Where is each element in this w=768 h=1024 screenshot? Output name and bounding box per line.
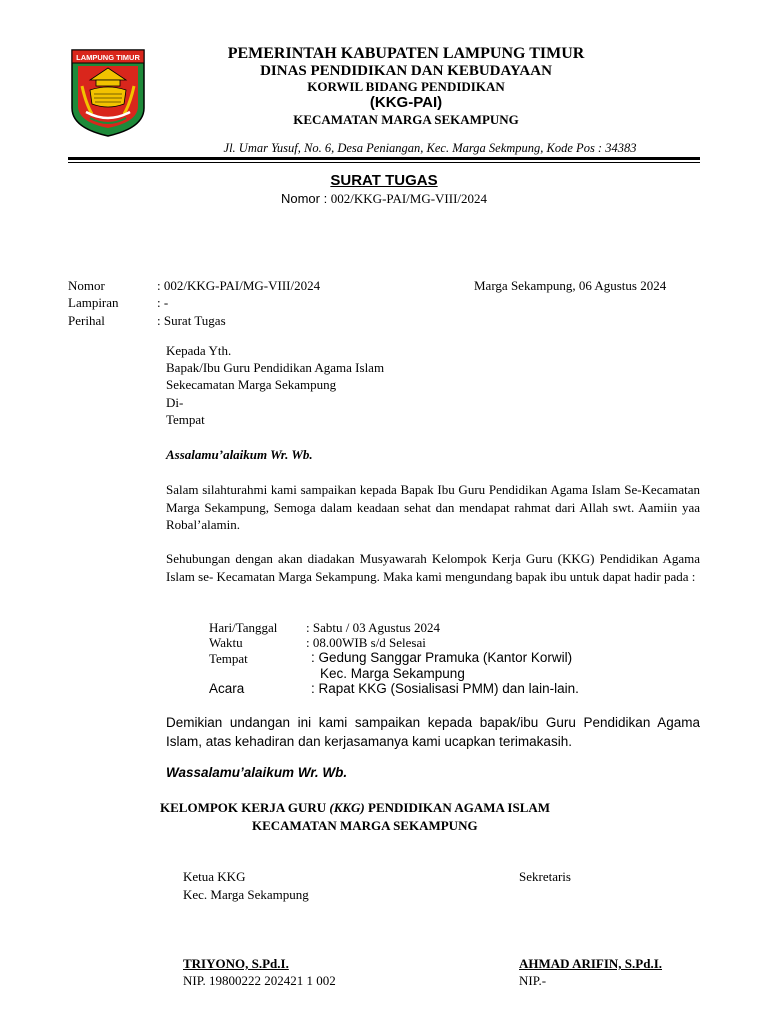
schedule-place-label: Tempat	[209, 651, 248, 666]
schedule-time-label: Waktu	[209, 635, 243, 650]
signature-left-name: TRIYONO, S.Pd.I.	[183, 956, 289, 971]
organization-line-1	[160, 800, 550, 816]
header-district: KECAMATAN MARGA SEKAMPUNG	[293, 112, 519, 127]
document-number	[0, 191, 768, 207]
opening-greeting: Assalamu’alaikum Wr. Wb.	[166, 447, 313, 462]
paragraph-invitation: Sehubungan dengan akan diadakan Musyawarah Kelompok Kerja Guru (KKG) Pendidikan Agama Islam se- Kecamatan Marga Sekampung. Maka kami mengundang bapak ibu untuk dapat hadir pada :	[166, 551, 700, 584]
recipient-line-3: Sekecamatan Marga Sekampung	[166, 377, 337, 392]
organization-line-1-c: PENDIDIKAN AGAMA ISLAM	[364, 800, 551, 815]
signature-left-unit: Kec. Marga Sekampung	[183, 887, 309, 902]
signature-right-name: AHMAD ARIFIN, S.Pd.I.	[519, 956, 663, 971]
meta-perihal-value: : Surat Tugas	[157, 313, 226, 328]
organization-line-1-a: KELOMPOK KERJA GURU	[160, 800, 330, 815]
closing-greeting: Wassalamu’alaikum Wr. Wb.	[166, 765, 348, 780]
organization-line-1-b: (KKG)	[329, 800, 365, 815]
header-divider-thick	[68, 157, 700, 160]
recipient-line-2: Bapak/Ibu Guru Pendidikan Agama Islam	[166, 360, 385, 375]
signature-left-nip: NIP. 19800222 202421 1 002	[183, 973, 336, 988]
header-korwil: KORWIL BIDANG PENDIDIKAN	[307, 79, 505, 94]
document-number-value: 002/KKG-PAI/MG-VIII/2024	[330, 191, 488, 206]
meta-nomor-value: : 002/KKG-PAI/MG-VIII/2024	[157, 278, 321, 293]
header-kkg-pai: (KKG-PAI)	[369, 94, 443, 111]
schedule-day-value: : Sabtu / 03 Agustus 2024	[306, 620, 440, 635]
document-title: SURAT TUGAS	[330, 172, 438, 189]
header-department: DINAS PENDIDIKAN DAN KEBUDAYAAN	[260, 63, 552, 79]
signature-right-nip: NIP.-	[519, 973, 547, 988]
header-divider-thin	[68, 162, 700, 163]
schedule-place-value: : Gedung Sanggar Pramuka (Kantor Korwil)	[311, 650, 573, 665]
schedule-place-value-line-2: Kec. Marga Sekampung	[320, 666, 465, 681]
paragraph-greeting: Salam silahturahmi kami sampaikan kepada Bapak Ibu Guru Pendidikan Agama Islam Se-Kecamatan Marga Sekampung, Semoga dalam keadaan sehat dan mendapat rahmat dari Allah swt. Aamiin yaa Robal’alamin.	[166, 482, 700, 532]
document-number-prefix: Nomor :	[280, 191, 331, 206]
organization-line-2: KECAMATAN MARGA SEKAMPUNG	[252, 818, 478, 833]
header-government: PEMERINTAH KABUPATEN LAMPUNG TIMUR	[227, 45, 585, 62]
schedule-event-value: : Rapat KKG (Sosialisasi PMM) dan lain-lain.	[311, 681, 579, 696]
schedule-time-value: : 08.00WIB s/d Selesai	[306, 635, 426, 650]
lampung-timur-emblem	[68, 46, 148, 138]
schedule-day-label: Hari/Tanggal	[209, 620, 278, 635]
header-address: Jl. Umar Yusuf, No. 6, Desa Peniangan, Kec. Marga Sekmpung, Kode Pos : 34383	[223, 141, 637, 155]
schedule-event-label: Acara	[209, 681, 245, 696]
meta-lampiran-label: Lampiran	[68, 295, 119, 310]
recipient-line-4: Di-	[166, 395, 184, 410]
signature-right-role: Sekretaris	[519, 869, 571, 884]
recipient-line-1: Kepada Yth.	[166, 343, 232, 358]
meta-lampiran-value: : -	[157, 295, 169, 310]
meta-perihal-label: Perihal	[68, 313, 105, 328]
paragraph-closing: Demikian undangan ini kami sampaikan kepada bapak/ibu Guru Pendidikan Agama Islam, atas kehadiran dan kerjasamanya kami ucapkan terimakasih.	[166, 715, 700, 749]
place-date: Marga Sekampung, 06 Agustus 2024	[474, 278, 667, 293]
meta-nomor-label: Nomor	[68, 278, 105, 293]
recipient-line-5: Tempat	[166, 412, 205, 427]
signature-left-role: Ketua KKG	[183, 869, 246, 884]
emblem-label: LAMPUNG TIMUR	[76, 53, 140, 62]
